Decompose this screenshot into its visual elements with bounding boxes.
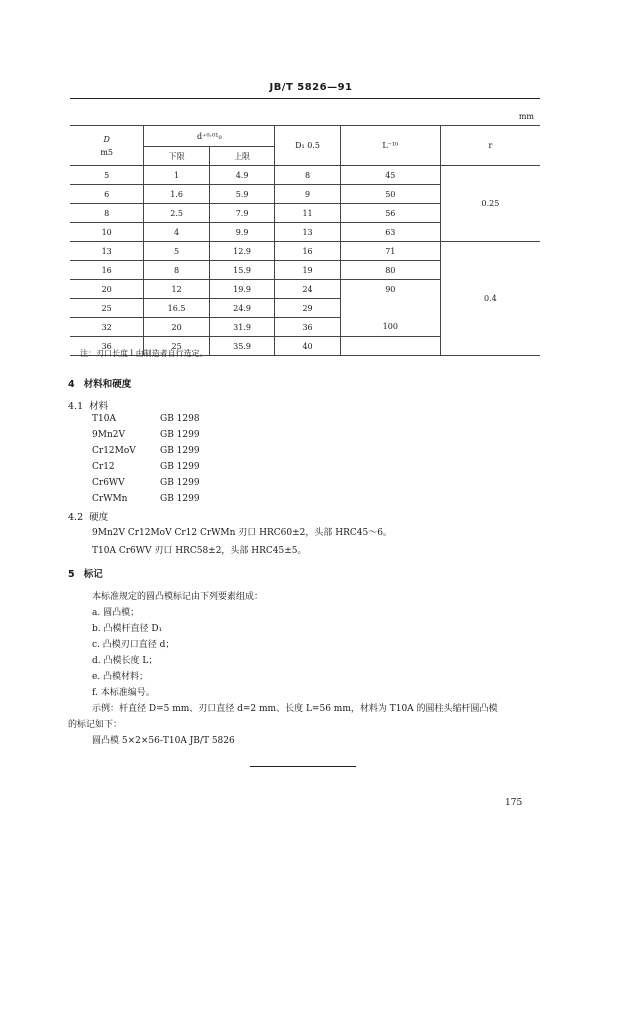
cell-r: 0.25 (440, 166, 540, 242)
col-r-header: r (440, 126, 540, 166)
cell-upper: 15.9 (209, 261, 274, 280)
cell-upper: 12.9 (209, 242, 274, 261)
section-4-1-heading: 4.1 材料 (68, 401, 109, 412)
cell-d: 32 (70, 318, 144, 337)
cell-lower: 5 (144, 242, 209, 261)
marking-item: d. 凸模长度 L； (92, 656, 158, 666)
material-standard: GB 1299 (160, 446, 200, 456)
cell-lower: 1.6 (144, 185, 209, 204)
marking-item: c. 凸模刃口直径 d； (92, 640, 175, 650)
material-name: 9Mn2V (92, 430, 125, 440)
cell-l (340, 299, 440, 318)
cell-upper: 9.9 (209, 223, 274, 242)
cell-l: 45 (340, 166, 440, 185)
cell-d1: 11 (275, 204, 340, 223)
cell-lower: 16.5 (144, 299, 209, 318)
cell-d1: 9 (275, 185, 340, 204)
cell-lower: 25 (144, 337, 209, 356)
cell-lower: 8 (144, 261, 209, 280)
col-upper-header: 上限 (209, 147, 274, 166)
material-standard: GB 1299 (160, 462, 200, 472)
cell-d: 36 (70, 337, 144, 356)
material-name: Cr12 (92, 462, 115, 472)
cell-d: 8 (70, 204, 144, 223)
cell-upper: 19.9 (209, 280, 274, 299)
cell-lower: 20 (144, 318, 209, 337)
cell-d1: 13 (275, 223, 340, 242)
cell-d: 5 (70, 166, 144, 185)
material-name: Cr12MoV (92, 446, 136, 456)
material-name: T10A (92, 414, 116, 424)
example-line-2: 的标记如下： (68, 720, 123, 730)
col-l-header: L⁻¹⁰ (340, 126, 440, 166)
section-4-2-heading: 4.2 硬度 (68, 512, 109, 523)
cell-upper: 31.9 (209, 318, 274, 337)
marking-item: f. 本标准编号。 (92, 688, 155, 698)
cell-d: 16 (70, 261, 144, 280)
cell-upper: 24.9 (209, 299, 274, 318)
cell-upper: 35.9 (209, 337, 274, 356)
material-name: Cr6WV (92, 478, 125, 488)
cell-l: 100 (340, 318, 440, 337)
cell-l: 50 (340, 185, 440, 204)
col-d-tol-header: d⁺⁰·⁰¹₀ (144, 126, 275, 147)
marking-item: b. 凸模杆直径 D₁ (92, 624, 163, 634)
hardness-line-1: 9Mn2V Cr12MoV Cr12 CrWMn 刃口 HRC60±2，头部 HRC45～6。 (92, 528, 392, 538)
table-header-row-1 (70, 126, 540, 147)
end-rule (250, 766, 356, 767)
example-mark: 圆凸模 5×2×56-T10A JB/T 5826 (92, 736, 235, 746)
example-line-1: 示例：杆直径 D=5 mm、刃口直径 d=2 mm、长度 L=56 mm，材料为 T10A 的圆柱头缩杆圆凸模 (92, 704, 498, 714)
cell-d1: 40 (275, 337, 340, 356)
hardness-line-2: T10A Cr6WV 刃口 HRC58±2，头部 HRC45±5。 (92, 546, 307, 556)
cell-d: 6 (70, 185, 144, 204)
table-row (70, 166, 540, 185)
cell-lower: 12 (144, 280, 209, 299)
cell-lower: 1 (144, 166, 209, 185)
cell-d: 25 (70, 299, 144, 318)
material-standard: GB 1298 (160, 414, 200, 424)
cell-d1: 24 (275, 280, 340, 299)
material-standard: GB 1299 (160, 494, 200, 504)
section-5-heading: 5 标记 (68, 569, 103, 580)
cell-d1: 16 (275, 242, 340, 261)
cell-d1: 29 (275, 299, 340, 318)
cell-l: 56 (340, 204, 440, 223)
col-d-header: D m5 (70, 126, 144, 166)
cell-r: 0.4 (440, 242, 540, 356)
cell-l: 71 (340, 242, 440, 261)
dimension-table (70, 125, 540, 356)
table-note: 注：刃口长度 l 由制造者自行选定。 (80, 349, 208, 358)
cell-d1: 19 (275, 261, 340, 280)
cell-l: 90 (340, 280, 440, 299)
material-name: CrWMn (92, 494, 128, 504)
page-number: 175 (505, 798, 523, 808)
header-rule (70, 98, 540, 99)
cell-d1: 36 (275, 318, 340, 337)
marking-item: e. 凸模材料； (92, 672, 149, 682)
cell-lower: 2.5 (144, 204, 209, 223)
col-lower-header: 下限 (144, 147, 209, 166)
marking-item: a. 圆凸模； (92, 608, 140, 618)
cell-l: 63 (340, 223, 440, 242)
col-d1-header: D₁ 0.5 (275, 126, 340, 166)
table-row (70, 242, 540, 261)
cell-d: 13 (70, 242, 144, 261)
unit-label: mm (518, 112, 534, 121)
cell-d1: 8 (275, 166, 340, 185)
cell-lower: 4 (144, 223, 209, 242)
cell-d: 10 (70, 223, 144, 242)
marking-intro: 本标准规定的圆凸模标记由下列要素组成： (92, 592, 264, 602)
cell-l (340, 337, 440, 356)
material-standard: GB 1299 (160, 478, 200, 488)
section-4-heading: 4 材料和硬度 (68, 379, 132, 390)
cell-upper: 5.9 (209, 185, 274, 204)
material-standard: GB 1299 (160, 430, 200, 440)
standard-code-header: JB/T 5826—91 (269, 82, 353, 93)
cell-upper: 7.9 (209, 204, 274, 223)
cell-l: 80 (340, 261, 440, 280)
cell-upper: 4.9 (209, 166, 274, 185)
cell-d: 20 (70, 280, 144, 299)
